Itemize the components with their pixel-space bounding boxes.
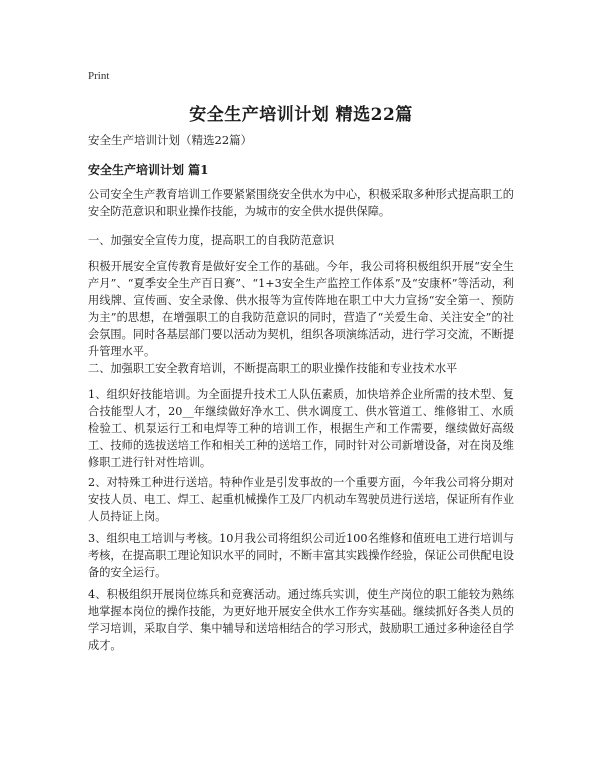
heading-two: 二、加强职工安全教育培训，不断提高职工的职业操作技能和专业技术水平 [88,362,458,375]
intro-paragraph: 公司安全生产教育培训工作要紧紧围绕安全供水为中心，积极采取多种形式提高职工的安全防范意识和职业操作技能，为城市的安全供水提供保障。 [88,188,514,218]
special-work-paragraph: 2、对特殊工种进行送培。特种作业是引发事故的一个重要方面，今年我公司将分期对安技人员、电工、焊工、起重机械操作工及厂内机动车驾驶员进行送培，保证所有作业人员持证上岗。 [88,476,514,523]
skills-training-paragraph: 1、组织好技能培训。为全面提升技术工人队伍素质，加快培养企业所需的技术型、复合技能型人才，20__年继续做好净水工、供水调度工、供水管道工、维修钳工、水质检验工、机泵运行工和电焊等工种的培训工作，根据生产和工作需要，继续做好高级工、技师的选拔送培工作和相关工种的送培工作，同时针对公司新增设备，对在岗及维修职工进行针对性培训。 [88,388,514,469]
section-heading: 安全生产培训计划 篇1 [88,163,209,177]
publicity-paragraph: 积极开展安全宣传教育是做好安全工作的基础。今年，我公司将积极组织开展“安全生产月”、“夏季安全生产百日赛”、“1+3安全生产监控工作体系”及“安康杯”等活动，利用线牌、宣传画、安全录像、供水报等为宣传阵地在职工中大力宣扬“安全第一、预防为主”的思想，在增强职工的自我防范意识的同时，营造了“关爱生命、关注安全”的社会氛围。同时各基层部门要以活动为契机，组织各项演练活动，进行学习交流，不断提升管理水平。 [88,260,514,358]
electrician-paragraph: 3、组织电工培训与考核。10月我公司将组织公司近100名维修和值班电工进行培训与考核，在提高职工理论知识水平的同时，不断丰富其实践操作经验，保证公司供配电设备的安全运行。 [88,532,514,579]
print-link[interactable]: Print [88,70,110,82]
document-subtitle: 安全生产培训计划（精选22篇） [88,133,253,147]
heading-one: 一、加强安全宣传力度，提高职工的自我防范意识 [88,234,335,247]
document-title: 安全生产培训计划 精选22篇 [189,105,413,125]
competition-paragraph: 4、积极组织开展岗位练兵和竞赛活动。通过练兵实训，使生产岗位的职工能较为熟练地掌握本岗位的操作技能，为更好地开展安全供水工作夯实基础。继续抓好各类人员的学习培训，采取自学、集中辅导和送培相结合的学习形式，鼓励职工通过多种途径自学成才。 [88,588,514,652]
